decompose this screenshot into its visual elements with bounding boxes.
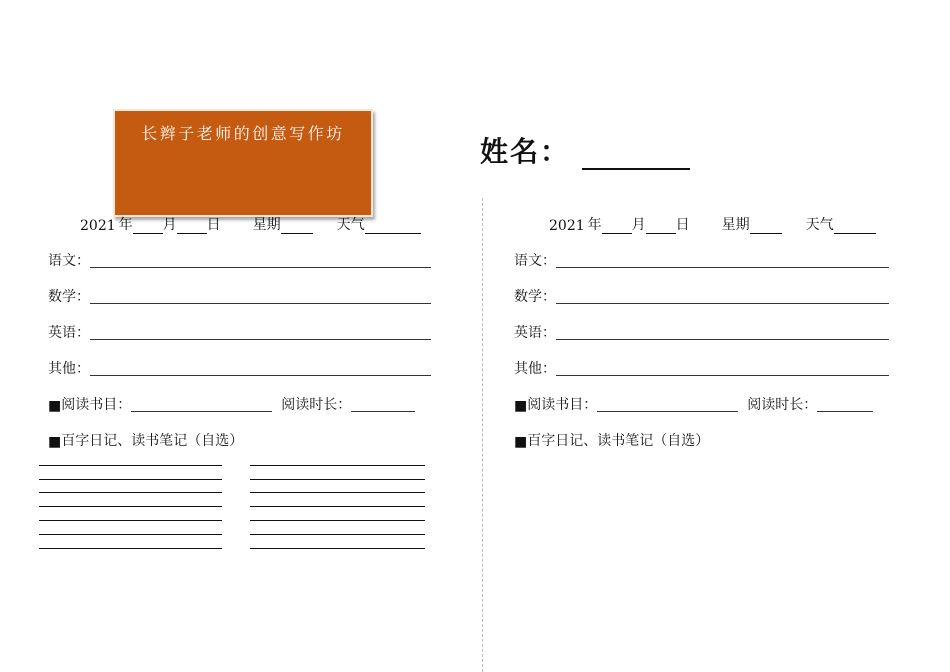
weekday-label: 星期 — [721, 217, 750, 233]
other-row-right — [514, 358, 889, 378]
year-unit: 年 — [587, 217, 602, 233]
month-blank[interactable] — [133, 219, 163, 234]
day-blank[interactable] — [177, 219, 207, 234]
weather-label: 天气 — [805, 217, 834, 233]
english-line[interactable] — [90, 338, 431, 340]
other-line[interactable] — [90, 374, 431, 376]
chinese-row-right — [514, 250, 889, 270]
chinese-row — [48, 250, 431, 270]
name-label: 姓名： — [480, 135, 571, 168]
reading-row-right — [514, 394, 873, 414]
month-unit: 月 — [162, 217, 177, 233]
weather-label: 天气 — [336, 217, 365, 233]
chinese-label: 语文： — [48, 253, 90, 269]
reading-book-line[interactable] — [131, 410, 272, 412]
banner-title: 长辫子老师的创意写作坊 — [141, 124, 345, 143]
weekday-blank[interactable] — [281, 219, 313, 234]
weather-blank[interactable] — [365, 219, 421, 234]
month-blank[interactable] — [602, 219, 632, 234]
square-bullet-icon: ■ — [514, 398, 528, 414]
square-bullet-icon: ■ — [48, 398, 62, 414]
reading-time-label: 阅读时长： — [747, 397, 818, 413]
title-banner — [113, 109, 373, 217]
other-line[interactable] — [556, 374, 889, 376]
weekday-blank[interactable] — [750, 219, 782, 234]
math-row-right — [514, 286, 889, 306]
date-row-right — [549, 214, 876, 234]
math-label: 数学： — [514, 289, 556, 305]
reading-book-line[interactable] — [597, 410, 738, 412]
other-label: 其他： — [514, 361, 556, 377]
diary-label: 百字日记、读书笔记（自选） — [61, 433, 244, 449]
year-value: 2021 — [80, 218, 116, 234]
day-unit: 日 — [675, 217, 690, 233]
writing-lines-left-b[interactable] — [250, 452, 425, 549]
english-label: 英语： — [48, 325, 90, 341]
reading-time-line[interactable] — [351, 410, 415, 412]
name-blank-line[interactable] — [582, 138, 690, 170]
year-value: 2021 — [549, 218, 585, 234]
weekday-label: 星期 — [252, 217, 281, 233]
reading-time-label: 阅读时长： — [281, 397, 352, 413]
math-label: 数学： — [48, 289, 90, 305]
english-row — [48, 322, 431, 342]
english-line[interactable] — [556, 338, 889, 340]
math-line[interactable] — [556, 302, 889, 304]
reading-time-line[interactable] — [817, 410, 873, 412]
chinese-label: 语文： — [514, 253, 556, 269]
diary-row-right — [514, 430, 709, 450]
diary-row — [48, 430, 243, 450]
reading-book-label: 阅读书目： — [61, 397, 132, 413]
month-unit: 月 — [631, 217, 646, 233]
day-blank[interactable] — [646, 219, 676, 234]
weather-blank[interactable] — [834, 219, 876, 234]
english-label: 英语： — [514, 325, 556, 341]
other-label: 其他： — [48, 361, 90, 377]
other-row — [48, 358, 431, 378]
diary-label: 百字日记、读书笔记（自选） — [527, 433, 710, 449]
math-row — [48, 286, 431, 306]
reading-row — [48, 394, 415, 414]
square-bullet-icon: ■ — [514, 434, 528, 450]
math-line[interactable] — [90, 302, 431, 304]
chinese-line[interactable] — [90, 266, 431, 268]
day-unit: 日 — [206, 217, 221, 233]
english-row-right — [514, 322, 889, 342]
writing-lines-left-a[interactable] — [39, 452, 222, 549]
page-divider — [482, 198, 483, 672]
reading-book-label: 阅读书目： — [527, 397, 598, 413]
year-unit: 年 — [118, 217, 133, 233]
date-row-left — [80, 214, 421, 234]
square-bullet-icon: ■ — [48, 434, 62, 450]
chinese-line[interactable] — [556, 266, 889, 268]
name-field — [480, 130, 690, 170]
